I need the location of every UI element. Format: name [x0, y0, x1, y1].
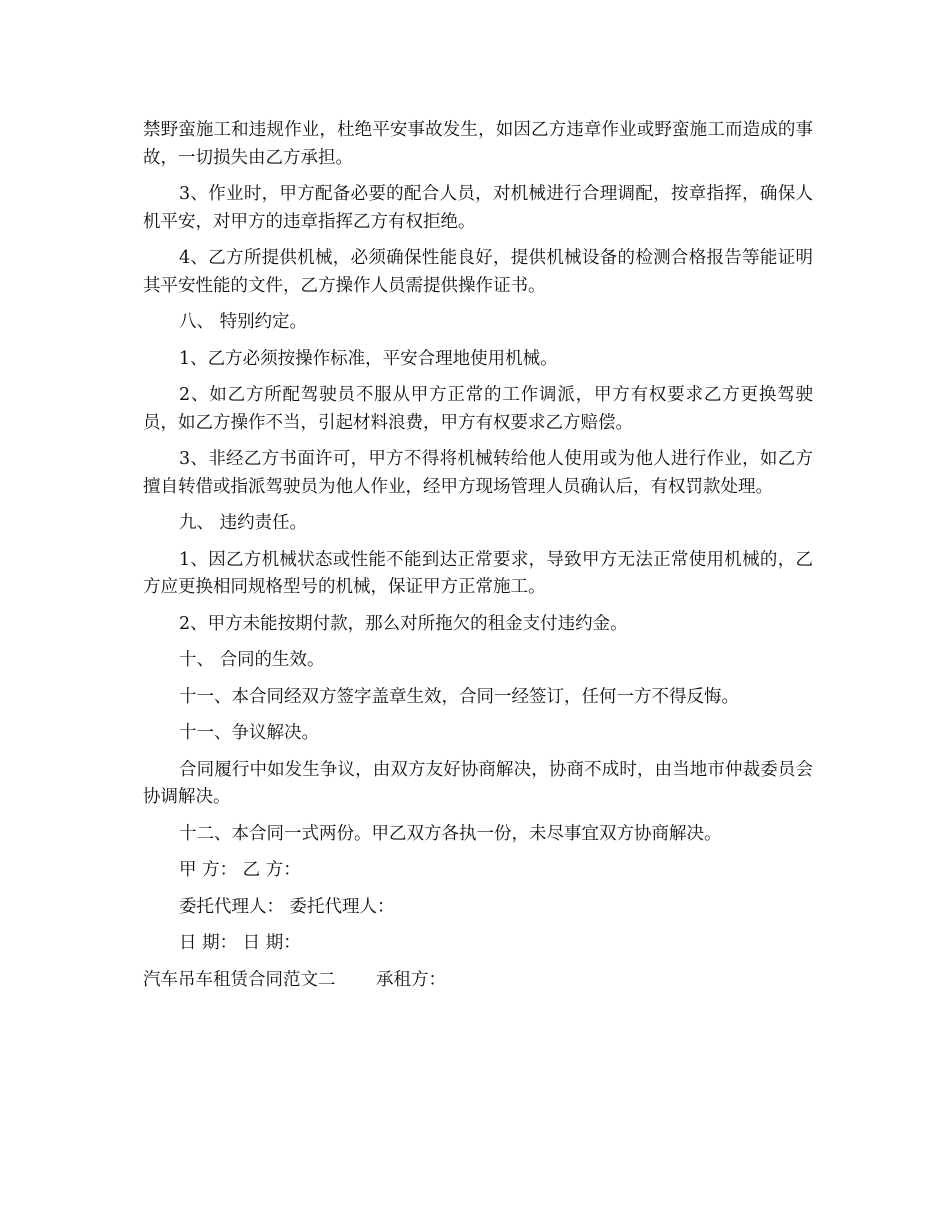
- dispute-clause: 合同履行中如发生争议，由双方友好协商解决，协商不成时，由当地市仲裁委员会协调解决。: [143, 759, 813, 807]
- paragraph-continuation: 禁野蛮施工和违规作业，杜绝平安事故发生，如因乙方违章作业或野蛮施工而造成的事故，一切损失由乙方承担。: [143, 120, 813, 168]
- date-signatures: 日 期： 日 期：: [179, 933, 301, 953]
- party-signatures: 甲 方： 乙 方：: [179, 860, 301, 880]
- special-clause-1: 1、乙方必须按操作标准，平安合理地使用机械。: [179, 348, 558, 369]
- special-clause-2: 2、如乙方所配驾驶员不服从甲方正常的工作调派，甲方有权要求乙方更换驾驶员，如乙方操作不当，引起材料浪费，甲方有权要求乙方赔偿。: [143, 385, 813, 433]
- liability-clause-2: 2、甲方未能按期付款，那么对所拖欠的租金支付违约金。: [179, 613, 628, 634]
- section-9-heading: 九、 违约责任。: [179, 513, 308, 533]
- copies-clause: 十二、本合同一式两份。甲乙双方各执一份，未尽事宜双方协商解决。: [179, 823, 722, 844]
- liability-clause-1: 1、因乙方机械状态或性能不能到达正常要求，导致甲方无法正常使用机械的，乙方应更换相同规格型号的机械，保证甲方正常施工。: [143, 549, 813, 597]
- document-body: [143, 117, 813, 1003]
- agent-signatures: 委托代理人： 委托代理人：: [179, 896, 395, 917]
- dispute-heading: 十一、争议解决。: [179, 723, 319, 743]
- next-contract-title: 汽车吊车租赁合同范文二 承租方：: [143, 969, 447, 990]
- section-10-heading: 十、 合同的生效。: [179, 650, 325, 670]
- clause-4-equipment: 4、乙方所提供机械，必须确保性能良好，提供机械设备的检测合格报告等能证明其平安性能的文件，乙方操作人员需提供操作证书。: [143, 248, 813, 296]
- special-clause-3: 3、非经乙方书面许可，甲方不得将机械转给他人使用或为他人进行作业，如乙方擅自转借或指派驾驶员为他人作业，经甲方现场管理人员确认后，有权罚款处理。: [143, 449, 813, 497]
- clause-3-operation: 3、作业时，甲方配备必要的配合人员，对机械进行合理调配，按章指挥，确保人机平安，对甲方的违章指挥乙方有权拒绝。: [143, 184, 813, 232]
- section-8-heading: 八、 特别约定。: [179, 312, 308, 332]
- effectiveness-clause: 十一、本合同经双方签字盖章生效，合同一经签订，任何一方不得反悔。: [179, 686, 739, 707]
